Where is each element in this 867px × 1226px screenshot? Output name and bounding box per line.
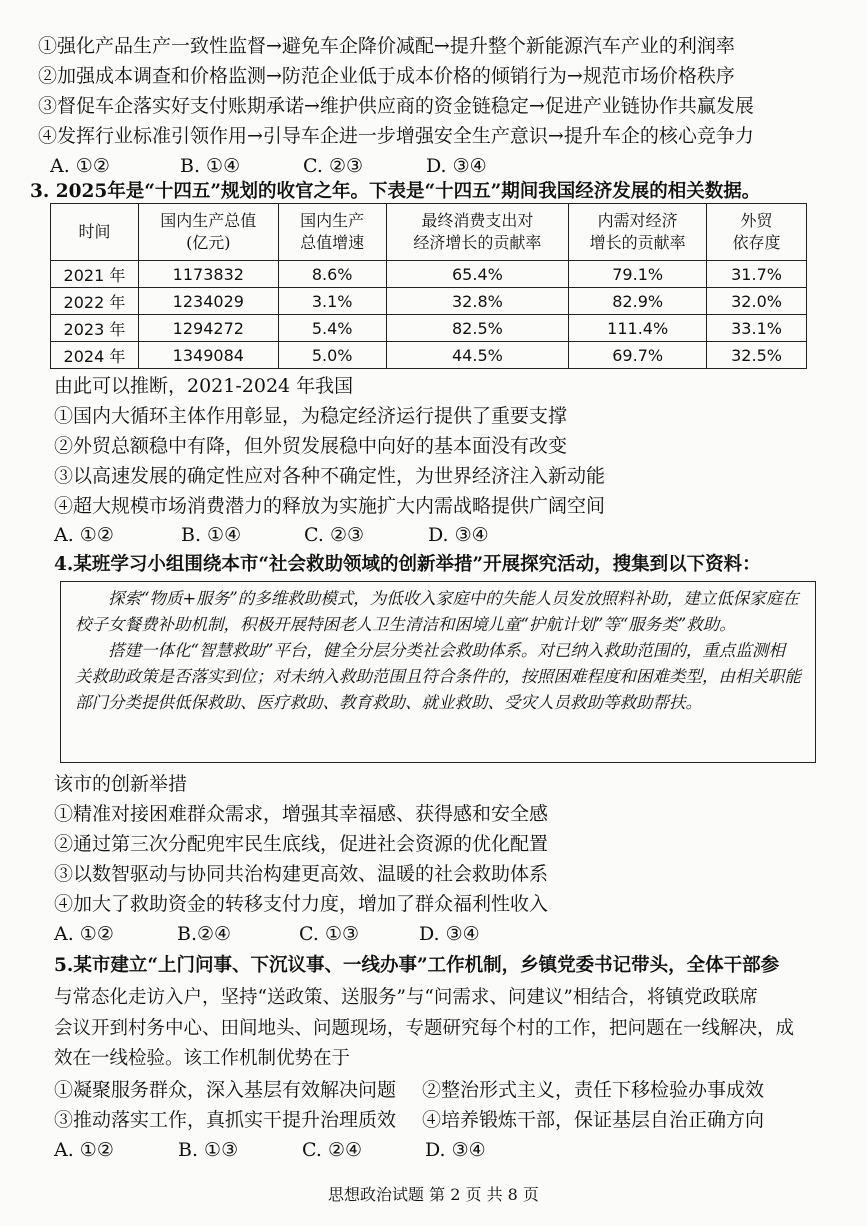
q5-item-4: ④培养锻炼干部，保证基层自治正确方向 bbox=[422, 1109, 765, 1131]
cell: 79.1% bbox=[569, 261, 707, 288]
cell: 2022 年 bbox=[51, 288, 139, 315]
q5-option-b: B. ①③ bbox=[178, 1139, 239, 1161]
q4-stem: 4.某班学习小组围绕本市“社会救助领域的创新举措”开展探究活动，搜集到以下资料： bbox=[54, 554, 761, 575]
q5-option-a: A. ①② bbox=[54, 1139, 114, 1161]
header-time: 时间 bbox=[51, 204, 139, 261]
cell: 2023 年 bbox=[51, 315, 139, 342]
q2-option-b: B. ①④ bbox=[180, 155, 241, 177]
cell: 32.0% bbox=[707, 288, 807, 315]
q3-stem: 3. 2025年是“十四五”规划的收官之年。下表是“十四五”期间我国经济发展的相关数据。 bbox=[30, 181, 761, 202]
gdp-data-table bbox=[50, 203, 807, 369]
q4-option-b: B.②④ bbox=[177, 923, 232, 945]
q4-item-2: ②通过第三次分配兜牢民生底线，促进社会资源的优化配置 bbox=[54, 833, 549, 855]
cell: 32.5% bbox=[707, 342, 807, 369]
cell: 44.5% bbox=[386, 342, 569, 369]
q2-item-3: ③督促车企落实好支付账期承诺→维护供应商的资金链稳定→促进产业链协作共赢发展 bbox=[38, 95, 754, 117]
q3-lead: 由此可以推断，2021-2024 年我国 bbox=[54, 375, 354, 397]
cell: 82.5% bbox=[386, 315, 569, 342]
q3-item-2: ②外贸总额稳中有降，但外贸发展稳中向好的基本面没有改变 bbox=[54, 435, 568, 457]
cell: 111.4% bbox=[569, 315, 707, 342]
q4-option-d: D. ③④ bbox=[419, 923, 480, 945]
header-domestic-demand-contribution: 内需对经济 增长的贡献率 bbox=[569, 204, 707, 261]
cell: 1173832 bbox=[138, 261, 278, 288]
cell: 31.7% bbox=[707, 261, 807, 288]
cell: 1234029 bbox=[138, 288, 278, 315]
cell: 3.1% bbox=[278, 288, 386, 315]
q5-option-d: D. ③④ bbox=[425, 1139, 486, 1161]
q3-item-1: ①国内大循环主体作用彰显，为稳定经济运行提供了重要支撑 bbox=[54, 405, 568, 427]
q4-material-paragraph-1: 探索“物质+服务”的多维救助模式，为低收入家庭中的失能人员发放照料补助，建立低保家庭在校子女餐费补助机制，积极开展特困老人卫生清洁和困境儿童“护航计划”等“服务类”救助。 bbox=[75, 589, 799, 634]
q5-stem-line-4: 效在一线检验。该工作机制优势在于 bbox=[54, 1048, 351, 1069]
cell: 82.9% bbox=[569, 288, 707, 315]
q2-option-d: D. ③④ bbox=[426, 155, 487, 177]
table-row bbox=[51, 342, 807, 369]
table-row bbox=[51, 315, 807, 342]
q2-item-4: ④发挥行业标准引领作用→引导车企进一步增强安全生产意识→提升车企的核心竞争力 bbox=[38, 125, 754, 147]
table-row bbox=[51, 261, 807, 288]
q5-options bbox=[54, 1138, 486, 1162]
q3-option-d: D. ③④ bbox=[428, 524, 489, 546]
q4-option-c: C. ①③ bbox=[299, 923, 360, 945]
q3-item-3: ③以高速发展的确定性应对各种不确定性，为世界经济注入新动能 bbox=[54, 465, 606, 487]
cell: 1349084 bbox=[138, 342, 278, 369]
q4-item-3: ③以数智驱动与协同共治构建更高效、温暖的社会救助体系 bbox=[54, 863, 549, 885]
cell: 2024 年 bbox=[51, 342, 139, 369]
q4-item-4: ④加大了救助资金的转移支付力度，增加了群众福利性收入 bbox=[54, 893, 549, 915]
q5-item-1: ①凝聚服务群众，深入基层有效解决问题 bbox=[54, 1079, 397, 1101]
cell: 33.1% bbox=[707, 315, 807, 342]
header-trade-dependence: 外贸 依存度 bbox=[707, 204, 807, 261]
q5-option-c: C. ②④ bbox=[302, 1139, 363, 1161]
table-header-row bbox=[51, 204, 807, 261]
header-consumption-contribution: 最终消费支出对 经济增长的贡献率 bbox=[386, 204, 569, 261]
q5-stem-line-2: 与常态化走访入户，坚持“送政策、送服务”与“问需求、问建议”相结合，将镇党政联席 bbox=[54, 987, 758, 1008]
q2-option-c: C. ②③ bbox=[303, 155, 364, 177]
q4-options bbox=[54, 922, 480, 946]
header-gdp-growth: 国内生产 总值增速 bbox=[278, 204, 386, 261]
header-gdp: 国内生产总值 (亿元) bbox=[138, 204, 278, 261]
page-footer: 思想政治试题 第 2 页 共 8 页 bbox=[328, 1185, 539, 1204]
q3-options bbox=[54, 523, 489, 547]
q2-item-2: ②加强成本调查和价格监测→防范企业低于成本价格的倾销行为→规范市场价格秩序 bbox=[38, 65, 735, 87]
q5-stem-line-3: 会议开到村务中心、田间地头、问题现场，专题研究每个村的工作，把问题在一线解决，成 bbox=[54, 1018, 795, 1039]
cell: 69.7% bbox=[569, 342, 707, 369]
q4-option-a: A. ①② bbox=[54, 923, 114, 945]
cell: 65.4% bbox=[386, 261, 569, 288]
q4-item-1: ①精准对接困难群众需求，增强其幸福感、获得感和安全感 bbox=[54, 803, 549, 825]
cell: 32.8% bbox=[386, 288, 569, 315]
cell: 5.4% bbox=[278, 315, 386, 342]
q2-item-1: ①强化产品生产一致性监督→避免车企降价减配→提升整个新能源汽车产业的利润率 bbox=[38, 35, 735, 57]
cell: 1294272 bbox=[138, 315, 278, 342]
cell: 8.6% bbox=[278, 261, 386, 288]
q5-stem-line-1: 5.某市建立“上门问事、下沉议事、一线办事”工作机制，乡镇党委书记带头，全体干部参 bbox=[54, 955, 780, 976]
table-row bbox=[51, 288, 807, 315]
cell: 2021 年 bbox=[51, 261, 139, 288]
q2-option-a: A. ①② bbox=[50, 155, 110, 177]
q2-options bbox=[50, 154, 487, 178]
cell: 5.0% bbox=[278, 342, 386, 369]
q5-item-2: ②整治形式主义，责任下移检验办事成效 bbox=[422, 1079, 765, 1101]
q5-item-3: ③推动落实工作，真抓实干提升治理质效 bbox=[54, 1109, 397, 1131]
q3-option-c: C. ②③ bbox=[304, 524, 365, 546]
q4-material-box bbox=[60, 581, 816, 763]
q4-lead: 该市的创新举措 bbox=[54, 773, 188, 795]
q3-option-a: A. ①② bbox=[54, 524, 114, 546]
q3-item-4: ④超大规模市场消费潜力的释放为实施扩大内需战略提供广阔空间 bbox=[54, 495, 606, 517]
q4-material-paragraph-2: 搭建一体化“智慧救助”平台，健全分层分类社会救助体系。对已纳入救助范围的，重点监测相关救助政策是否落实到位；对未纳入救助范围且符合条件的，按照困难程度和困难类型，由相关职能部门分类提供低保救助、医疗救助、教育救助、就业救助、受灾人员救助等救助帮扶。 bbox=[75, 641, 801, 712]
q3-option-b: B. ①④ bbox=[181, 524, 242, 546]
